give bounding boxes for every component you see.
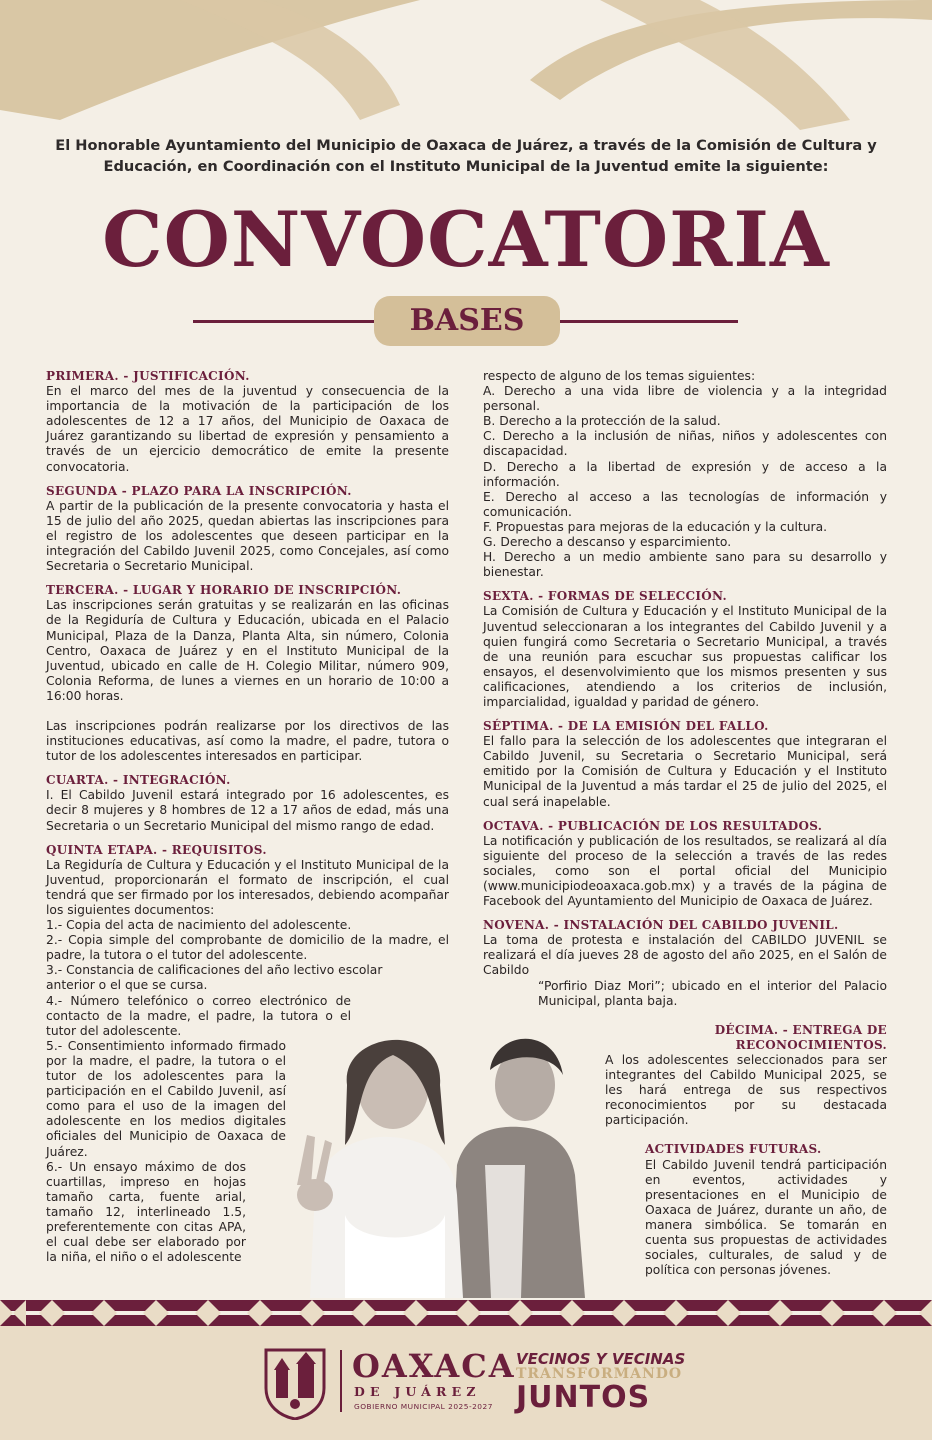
topic-item: B. Derecho a la protección de la salud. <box>483 414 721 429</box>
section-text: La Comisión de Cultura y Educación y el Instituto Municipal de la Juventud seleccionaran a los integrantes del Cabildo Juvenil y a quien fungirá como Secretaria o Secretario Municipal, a través de una reunión para escuchar sus propuestas calificar los ensayos, el desenvolvimiento que los mismos presenten y sus calificaciones, atendiendo a los criterios de inclusión, imparcialidad, igualdad y paridad de género. <box>483 604 887 709</box>
section-heading: OCTAVA. - PUBLICACIÓN DE LOS RESULTADOS. <box>483 818 823 833</box>
section-text: “Porfirio Diaz Mori”; ubicado en el interior del Palacio Municipal, planta baja. <box>538 978 887 1008</box>
logo-gobierno: GOBIERNO MUNICIPAL 2025-2027 <box>354 1402 493 1411</box>
slogan-line-3: JUNTOS <box>516 1380 651 1415</box>
divider-right <box>560 320 738 323</box>
section-text: El fallo para la selección de los adolescentes que integraran el Cabildo Juvenil, su Secretaria o Secretario Municipal, será emitido por la Comisión de Cultura y Educación y el Instituto Municipal de la Juventud a más tardar el 25 de julio del 2025, el cual será inapelable. <box>483 734 887 809</box>
section-novena <box>483 918 887 1009</box>
intro-text: El Honorable Ayuntamiento del Municipio de Oaxaca de Juárez, a través de la Comisión de Cultura y Educación, en Coordinación con el Instituto Municipal de la Juventud emite la siguiente: <box>55 137 877 175</box>
divider-left <box>193 320 374 323</box>
section-text: Las inscripciones serán gratuitas y se realizarán en las oficinas de la Regiduría de Cultura y Educación, ubicada en el Palacio Municipal, Plaza de la Danza, Planta Alta, sin número, Colonia Centro, Oaxaca de Juárez y en el Instituto Municipal de la Juventud, ubicado en calle de H. Colegio Militar, número 909, Colonia Reforma, de lunes a viernes en un horario de 10:00 a 16:00 horas. <box>46 598 449 703</box>
section-text: El Cabildo Juvenil tendrá participación en eventos, actividades y presentaciones en el Municipio de Oaxaca de Juárez, durante un año, de manera simbólica. Se tomarán en cuenta sus propuestas de actividades sociales, culturales, de salud y de política con personas jóvenes. <box>645 1157 887 1278</box>
section-heading: QUINTA ETAPA. - REQUISITOS. <box>46 842 267 857</box>
topic-item: A. Derecho a una vida libre de violencia y a la integridad personal. <box>483 384 887 414</box>
section-septima <box>483 719 887 810</box>
requirement-item: 3.- Constancia de calificaciones del año lectivo escolar anterior o el que se cursa. <box>46 963 383 993</box>
requirement-item: 4.- Número telefónico o correo electrónico de contacto de la madre, el padre, la tutora o el tutor del adolescente. <box>46 993 351 1038</box>
slogan-line-2: TRANSFORMANDO <box>516 1366 683 1382</box>
logo-divider <box>340 1350 342 1412</box>
topics-list <box>483 369 887 580</box>
municipal-shield-icon <box>262 1340 328 1420</box>
section-heading: PRIMERA. - JUSTIFICACIÓN. <box>46 369 250 383</box>
section-cuarta <box>46 773 449 833</box>
section-heading: NOVENA. - INSTALACIÓN DEL CABILDO JUVENIL. <box>483 918 839 933</box>
section-heading: CUARTA. - INTEGRACIÓN. <box>46 773 231 788</box>
section-heading: DÉCIMA. - ENTREGA DE RECONOCIMIENTOS. <box>714 1022 887 1052</box>
bases-badge: BASES <box>374 296 560 346</box>
section-heading: SEXTA. - FORMAS DE SELECCIÓN. <box>483 589 727 604</box>
requirement-item: 2.- Copia simple del comprobante de domicilio de la madre, el padre, la tutora o el tutor del adolescente. <box>46 933 449 963</box>
requirement-item: 5.- Consentimiento informado firmado por la madre, el padre, la tutora o el tutor de los adolescentes para la participación en el Cabildo Juvenil, así como para el uso de la imagen del adolescente en los medios digitales oficiales del Municipio de Oaxaca de Juárez. <box>46 1038 286 1159</box>
header-decoration <box>0 0 932 135</box>
topic-item: C. Derecho a la inclusión de niñas, niños y adolescentes con discapacidad. <box>483 429 887 459</box>
section-text: La notificación y publicación de los resultados, se realizará al día siguiente del proceso de la selección a través de las redes sociales, como son el portal oficial del Municipio (www.municipiodeoaxaca.gob.mx) y a través de la página de Facebook del Ayuntamiento del Municipio de Oaxaca de Juárez. <box>483 833 887 909</box>
section-heading: SEGUNDA - PLAZO PARA LA INSCRIPCIÓN. <box>46 483 352 498</box>
section-sexta <box>483 589 887 710</box>
section-text: La Regiduría de Cultura y Educación y el Instituto Municipal de la Juventud, proporcionarán el formato de inscripción, el cual tendrá que ser firmado por los interesados, debiendo acompañar los siguientes documentos: <box>46 857 449 917</box>
requirement-item: 1.- Copia del acta de nacimiento del adolescente. <box>46 918 352 933</box>
footer-pattern <box>0 1300 932 1326</box>
logo-de-juarez: DE JUÁREZ <box>354 1384 481 1399</box>
section-heading: ACTIVIDADES FUTURAS. <box>645 1142 822 1157</box>
section-text: I. El Cabildo Juvenil estará integrado por 16 adolescentes, es decir 8 mujeres y 8 hombres de 12 a 17 años de edad, más una Secretaria o un Secretario Municipal del mismo rango de edad. <box>46 788 449 833</box>
topic-item: D. Derecho a la libertad de expresión y de acceso a la información. <box>483 459 887 489</box>
topic-item: E. Derecho al acceso a las tecnologías de información y comunicación. <box>483 489 887 519</box>
section-heading: TERCERA. - LUGAR Y HORARIO DE INSCRIPCIÓN. <box>46 583 402 598</box>
section-octava <box>483 819 887 910</box>
section-segunda <box>46 484 449 575</box>
section-heading: SÉPTIMA. - DE LA EMISIÓN DEL FALLO. <box>483 719 769 734</box>
slogan-line-1: VECINOS Y VECINAS <box>516 1350 686 1368</box>
section-text: Las inscripciones podrán realizarse por los directivos de las instituciones educativas, así como la madre, el padre, tutora o tutor de los adolescentes interesados en participar. <box>46 718 449 764</box>
topic-item: G. Derecho a descanso y esparcimiento. <box>483 535 732 550</box>
youth-photo <box>285 1015 585 1298</box>
page-title: CONVOCATORIA <box>102 195 830 284</box>
section-text: La toma de protesta e instalación del CABILDO JUVENIL se realizará el día jueves 28 de agosto del año 2025, en el Salón de Cabildo <box>483 933 887 978</box>
section-tercera <box>46 583 449 764</box>
section-text: A partir de la publicación de la presente convocatoria y hasta el 15 de julio del año 2025, quedan abiertas las inscripciones para el registro de los adolescentes que deseen participar en la integración del Cabildo Juvenil 2025, como Concejales, así como Secretaria o Secretario Municipal. <box>46 498 449 574</box>
topic-item: H. Derecho a un medio ambiente sano para su desarrollo y bienestar. <box>483 550 887 580</box>
logo-oaxaca: OAXACA <box>352 1347 516 1385</box>
requirement-item: 6.- Un ensayo máximo de dos cuartillas, impreso en hojas tamaño carta, fuente arial, tamaño 12, interlineado 1.5, preferentemente con citas APA, el cual debe ser elaborado por la niña, el niño o el adolescente <box>46 1159 246 1265</box>
topic-item: F. Propuestas para mejoras de la educación y la cultura. <box>483 519 828 534</box>
topics-intro: respecto de alguno de los temas siguientes: <box>483 369 756 383</box>
section-text: A los adolescentes seleccionados para ser integrantes del Cabildo Municipal 2025, se les hará entrega de sus respectivos reconocimientos por su destacada participación. <box>605 1052 887 1128</box>
section-primera <box>46 369 449 475</box>
section-text: En el marco del mes de la juventud y consecuencia de la importancia de la motivación de la participación de los adolescentes de 12 a 17 años, del Municipio de Oaxaca de Juárez garantizando su libertad de expresión y pensamiento a través de un ejercicio democrático de emite la presente convocatoria. <box>46 384 449 474</box>
